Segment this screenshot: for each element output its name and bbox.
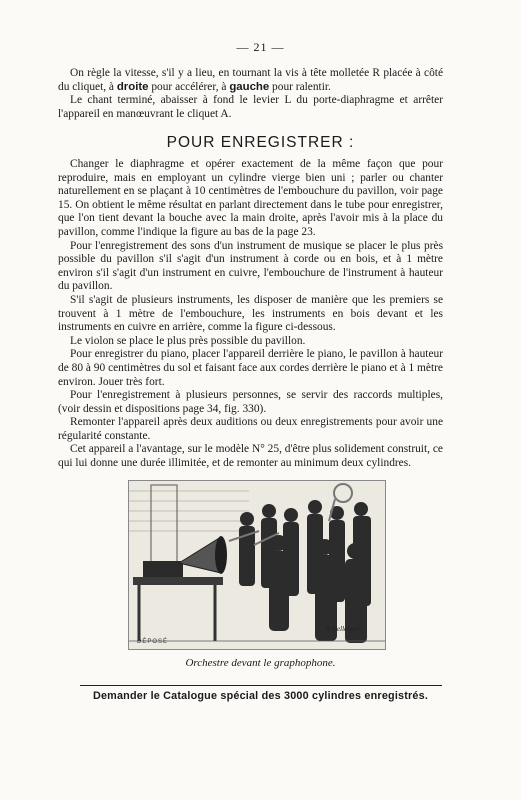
engraver-signature: A. Bellenger	[325, 625, 360, 633]
intro-paragraph-stop: Le chant terminé, abaisser à fond le levier L du porte-diaphragme et arrêter l'appareil en manœuvrant le cliquet A.	[58, 94, 443, 120]
catalogue-note: Demander le Catalogue spécial des 3000 cylindres enregistrés.	[92, 690, 429, 702]
figure-watermark: DÉPOSÉ	[137, 639, 169, 645]
page-number: — 21 —	[236, 40, 285, 54]
figure-caption: Orchestre devant le graphophone.	[185, 657, 336, 669]
speed-bold-right: droite	[116, 80, 149, 93]
speed-text-2: pour accélérer, à	[148, 80, 230, 93]
recording-instructions	[58, 158, 443, 471]
footer-divider	[80, 685, 442, 686]
paragraph-multiple-persons: Pour l'enregistrement à plusieurs personnes, se servir des raccords multiples, (voir dessin et dispositions page 34, fig. 330).	[58, 389, 443, 415]
speed-text-3: pour ralentir.	[269, 80, 331, 93]
orchestra-illustration	[128, 480, 386, 650]
paragraph-diaphragm: Changer le diaphragme et opérer exactement de la même façon que pour reproduire, mais en employant un cylindre vierge bien uni ; parler ou chanter naturellement en se plaçant à 10 centimètres de l'embouchure du pavillon, voir page 15. On obtient le même résultat en parlant directement dans le tube pour enregistrer, que l'on tient devant la bouche avec la main droite, après l'avoir mis à la place du pavillon, comme l'indique la figure au bas de la page 23.	[58, 158, 443, 238]
paragraph-advantage: Cet appareil a l'avantage, sur le modèle N° 25, d'être plus solidement construit, ce qui lui donne une durée illimitée, et de remonter au minimum deux cylindres.	[58, 443, 443, 470]
paragraph-instrument: Pour l'enregistrement des sons d'un instrument de musique se placer le plus près possible du pavillon s'il s'agit d'un instrument à corde ou en bois, et à 1 mètre environ s'il s'agit d'un instrument en cuivre, l'embouchure de l'instrument à hauteur du pavillon.	[58, 239, 443, 293]
speed-text-1: On règle la vitesse, s'il y a lieu, en tournant la vis à tête molletée R placée à côté du cliquet, à	[58, 67, 443, 93]
intro-paragraph-speed	[58, 67, 443, 94]
paragraph-rewind: Remonter l'appareil après deux auditions ou deux enregistrements pour avoir une régularité constante.	[58, 416, 443, 442]
speed-bold-left: gauche	[229, 80, 270, 93]
paragraph-multiple-instruments: S'il s'agit de plusieurs instruments, les disposer de manière que les premiers se trouvent à 1 mètre de l'embouchure, les instruments en bois devant et les instruments en cuivre en arrière, comme la figure ci-dessous.	[58, 293, 443, 334]
paragraph-piano: Pour enregistrer du piano, placer l'appareil derrière le piano, le pavillon à hauteur de 80 à 90 centimètres du sol et faisant face aux cordes derrière le piano et à 1 mètre environ. Jouer très fort.	[58, 348, 443, 388]
orchestra-engraving	[129, 481, 385, 649]
paragraph-violin: Le violon se place le plus près possible du pavillon.	[70, 334, 306, 347]
intro-section	[58, 67, 443, 121]
section-title: POUR ENREGISTRER :	[166, 134, 355, 151]
